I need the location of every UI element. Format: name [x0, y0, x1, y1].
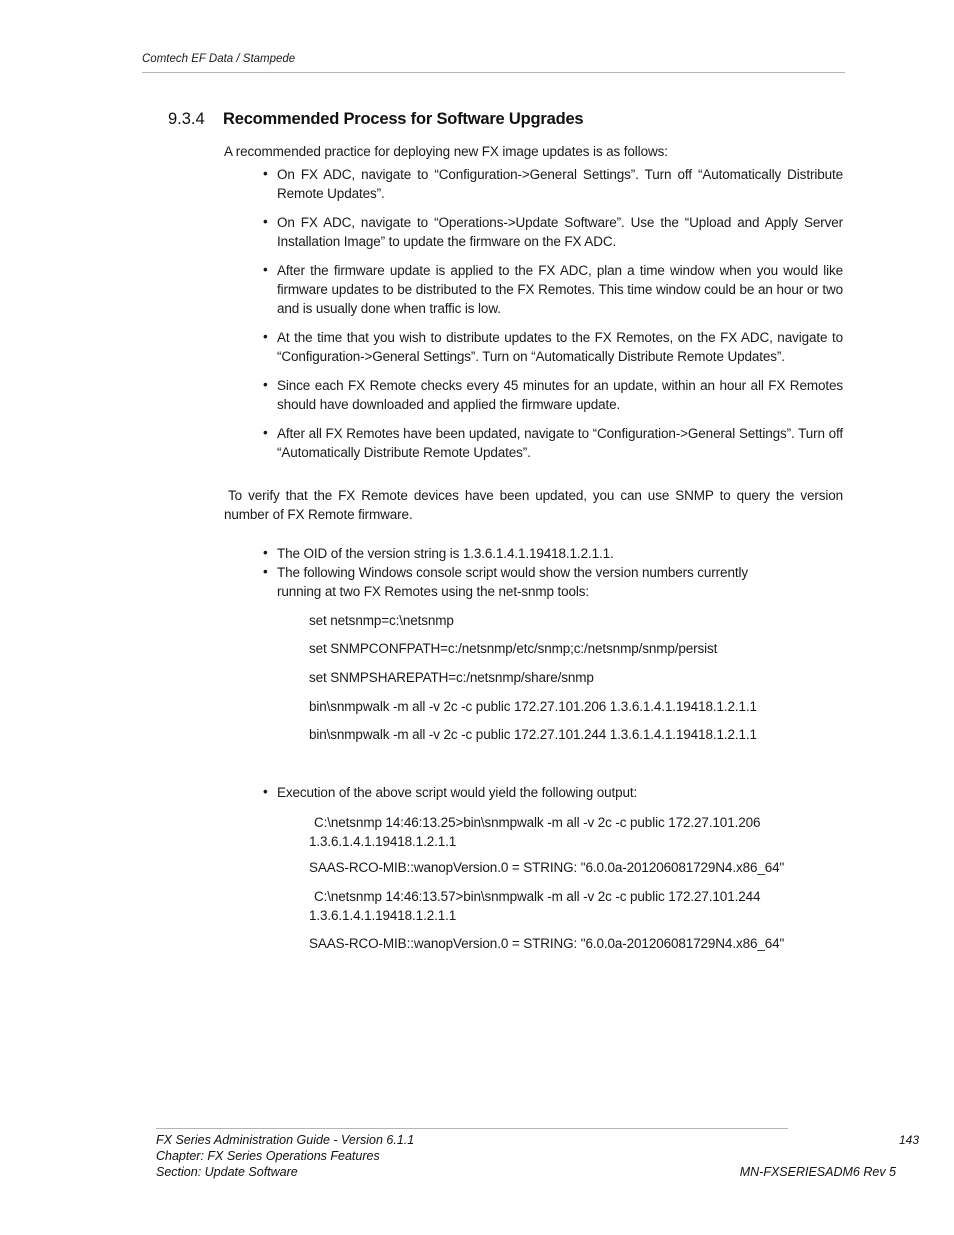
- bullet-item: • After all FX Remotes have been updated, navigate to “Configuration->General Settings”. Turn off “Automatically Distribute Remote Updates”.: [277, 424, 843, 462]
- bullet-item: • The OID of the version string is 1.3.6.1.4.1.19418.1.2.1.1.: [277, 544, 843, 563]
- bullet-item: • On FX ADC, navigate to “Operations->Update Software”. Use the “Upload and Apply Server Installation Image” to update the firmware on the FX ADC.: [277, 213, 843, 251]
- script-line: bin\snmpwalk -m all -v 2c -c public 172.27.101.244 1.3.6.1.4.1.19418.1.2.1.1: [309, 727, 757, 742]
- bullet-item: • At the time that you wish to distribute updates to the FX Remotes, on the FX ADC, navigate to “Configuration->General Settings”. Turn on “Automatically Distribute Remote Updates”.: [277, 328, 843, 366]
- bullet-item: • The following Windows console script would show the version numbers currently running at two FX Remotes using the net-snmp tools:: [277, 563, 785, 601]
- bullet-item: • Since each FX Remote checks every 45 minutes for an update, within an hour all FX Remotes should have downloaded and applied the firmware update.: [277, 376, 843, 414]
- bullet-item: • After the firmware update is applied to the FX ADC, plan a time window when you would like firmware updates to be distributed to the FX Remotes. This time window could be an hour or two and is usually done when traffic is low.: [277, 261, 843, 318]
- footer-doc-title: FX Series Administration Guide - Version 6.1.1: [156, 1133, 415, 1147]
- section-heading: [168, 108, 583, 130]
- script-line: set SNMPSHAREPATH=c:/netsnmp/share/snmp: [309, 670, 594, 685]
- footer-doc-ref: MN-FXSERIESADM6 Rev 5: [739, 1165, 896, 1179]
- footer-divider: [156, 1128, 788, 1129]
- section-number: 9.3.4: [168, 110, 205, 128]
- output-line: SAAS-RCO-MIB::wanopVersion.0 = STRING: "6.0.0a-201206081729N4.x86_64": [309, 936, 785, 951]
- output-line: 1.3.6.1.4.1.19418.1.2.1.1: [309, 834, 457, 849]
- running-header-text: Comtech EF Data / Stampede: [142, 53, 296, 65]
- snmp-bullet-list: [224, 544, 843, 601]
- script-line: set netsnmp=c:\netsnmp: [309, 613, 454, 628]
- running-header: [142, 52, 845, 73]
- verify-paragraph: To verify that the FX Remote devices have been updated, you can use SNMP to query the version number of FX Remote firmware.: [224, 488, 843, 522]
- intro-paragraph: A recommended practice for deploying new FX image updates is as follows:: [224, 144, 668, 159]
- output-line: SAAS-RCO-MIB::wanopVersion.0 = STRING: "6.0.0a-201206081729N4.x86_64": [309, 860, 785, 875]
- output-line: C:\netsnmp 14:46:13.25>bin\snmpwalk -m all -v 2c -c public 172.27.101.206: [314, 815, 761, 830]
- output-line: C:\netsnmp 14:46:13.57>bin\snmpwalk -m all -v 2c -c public 172.27.101.244: [314, 889, 761, 904]
- process-bullet-list: [224, 165, 843, 462]
- execution-bullet: • Execution of the above script would yield the following output:: [277, 783, 843, 802]
- footer-section: Section: Update Software: [156, 1165, 298, 1179]
- bullet-item: • On FX ADC, navigate to “Configuration->General Settings”. Turn off “Automatically Distribute Remote Updates”.: [277, 165, 843, 203]
- script-line: set SNMPCONFPATH=c:/netsnmp/etc/snmp;c:/netsnmp/snmp/persist: [309, 641, 718, 656]
- content-column: [224, 142, 843, 953]
- script-line: bin\snmpwalk -m all -v 2c -c public 172.27.101.206 1.3.6.1.4.1.19418.1.2.1.1: [309, 699, 757, 714]
- footer-chapter: Chapter: FX Series Operations Features: [156, 1149, 380, 1163]
- footer-page-number: 143: [898, 1133, 919, 1147]
- page-footer: [156, 1132, 414, 1180]
- section-title: Recommended Process for Software Upgrades: [223, 110, 584, 128]
- output-line: 1.3.6.1.4.1.19418.1.2.1.1: [309, 908, 457, 923]
